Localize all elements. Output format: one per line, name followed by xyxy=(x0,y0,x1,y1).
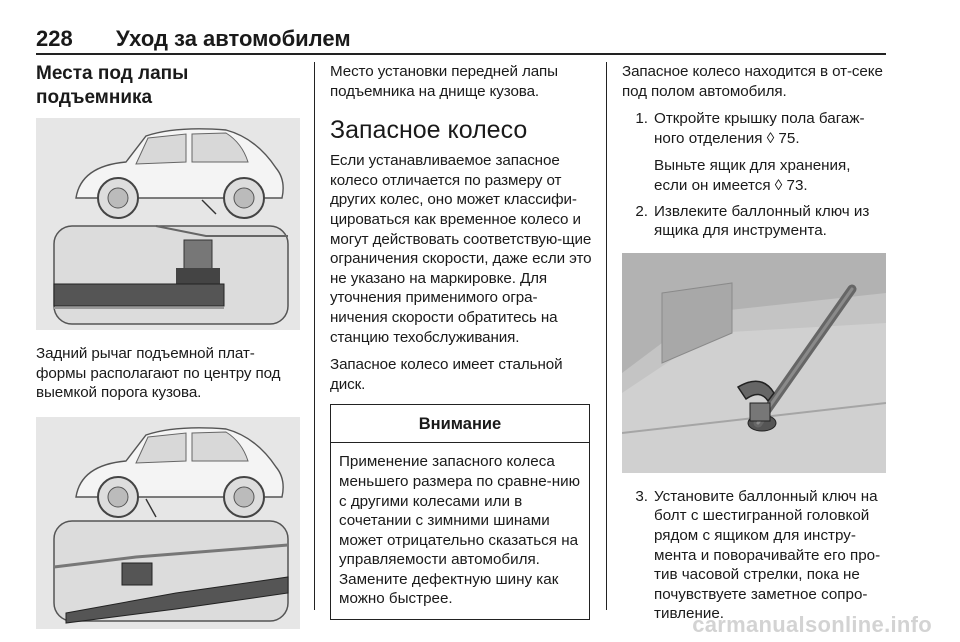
column-right xyxy=(622,62,888,630)
front-lift-caption: Место установки передней лапы подъемника на днище кузова. xyxy=(330,63,558,100)
steel-rim-paragraph: Запасное колесо имеет стальной диск. xyxy=(330,356,563,393)
step-1 xyxy=(622,109,888,195)
wheel-wrench-illustration xyxy=(622,253,886,473)
step-3 xyxy=(622,487,888,624)
warning-box xyxy=(330,404,590,620)
page-number: 228 xyxy=(36,26,73,51)
step-2 xyxy=(622,202,888,241)
step-number: 1. xyxy=(635,110,648,128)
step-subtext: Выньте ящик для хранения, если он имеется ◊ 73. xyxy=(654,157,851,194)
page-header xyxy=(36,26,886,56)
caption-rear-lift-arm: Задний рычаг подъемной плат-формы располагают по центру под выемкой порога кузова. xyxy=(36,345,281,402)
warning-text: Применение запасного колеса меньшего размера по сравне-нию с другими колесами или в сочетании с зимними шинами может отрицательно сказаться на управляемости автомобиля. Замените дефектную шину как можно быстрее. xyxy=(339,453,580,608)
watermark: carmanualsonline.info xyxy=(692,612,932,637)
spare-wheel-paragraph: Если устанавливаемое запасное колесо отличается по размеру от других колес, оно может классифи-цироваться как временное колесо и могут действовать соответствую-щие ограничения скорости, даже если это не указано на маркировке. Для уточнения применимого огра-ничения скорости обратитесь на станцию техобслуживания. xyxy=(330,152,592,346)
column-divider-2 xyxy=(606,62,607,610)
step-text: Установите баллонный ключ на болт с шестигранной головкой рядом с ящиком для инстру-мента и поворачивайте его про-тив часовой стрелки, пока не почувствуете заметное сопро-тивление. xyxy=(654,487,881,623)
section-heading-lift-points: Места под лапы подъемника xyxy=(36,63,189,108)
warning-title: Внимание xyxy=(331,405,589,443)
step-text: Откройте крышку пола багаж-ного отделения ◊ 75. xyxy=(654,110,865,147)
instruction-steps xyxy=(622,109,888,241)
column-middle xyxy=(330,62,592,620)
chapter-title: Уход за автомобилем xyxy=(116,26,351,51)
rear-lift-arm-illustration xyxy=(36,118,300,330)
step-number: 3. xyxy=(635,487,648,505)
section-title-spare-wheel: Запасное колесо xyxy=(330,116,528,145)
header-divider xyxy=(36,53,886,55)
step-text: Извлеките баллонный ключ из ящика для инструмента. xyxy=(654,202,870,240)
front-lift-arm-illustration xyxy=(36,417,300,629)
spare-wheel-location: Запасное колесо находится в от-секе под полом автомобиля. xyxy=(622,63,883,100)
instruction-steps-continued xyxy=(622,487,888,624)
column-left xyxy=(36,62,300,629)
step-number: 2. xyxy=(635,202,648,220)
column-divider-1 xyxy=(314,62,315,610)
